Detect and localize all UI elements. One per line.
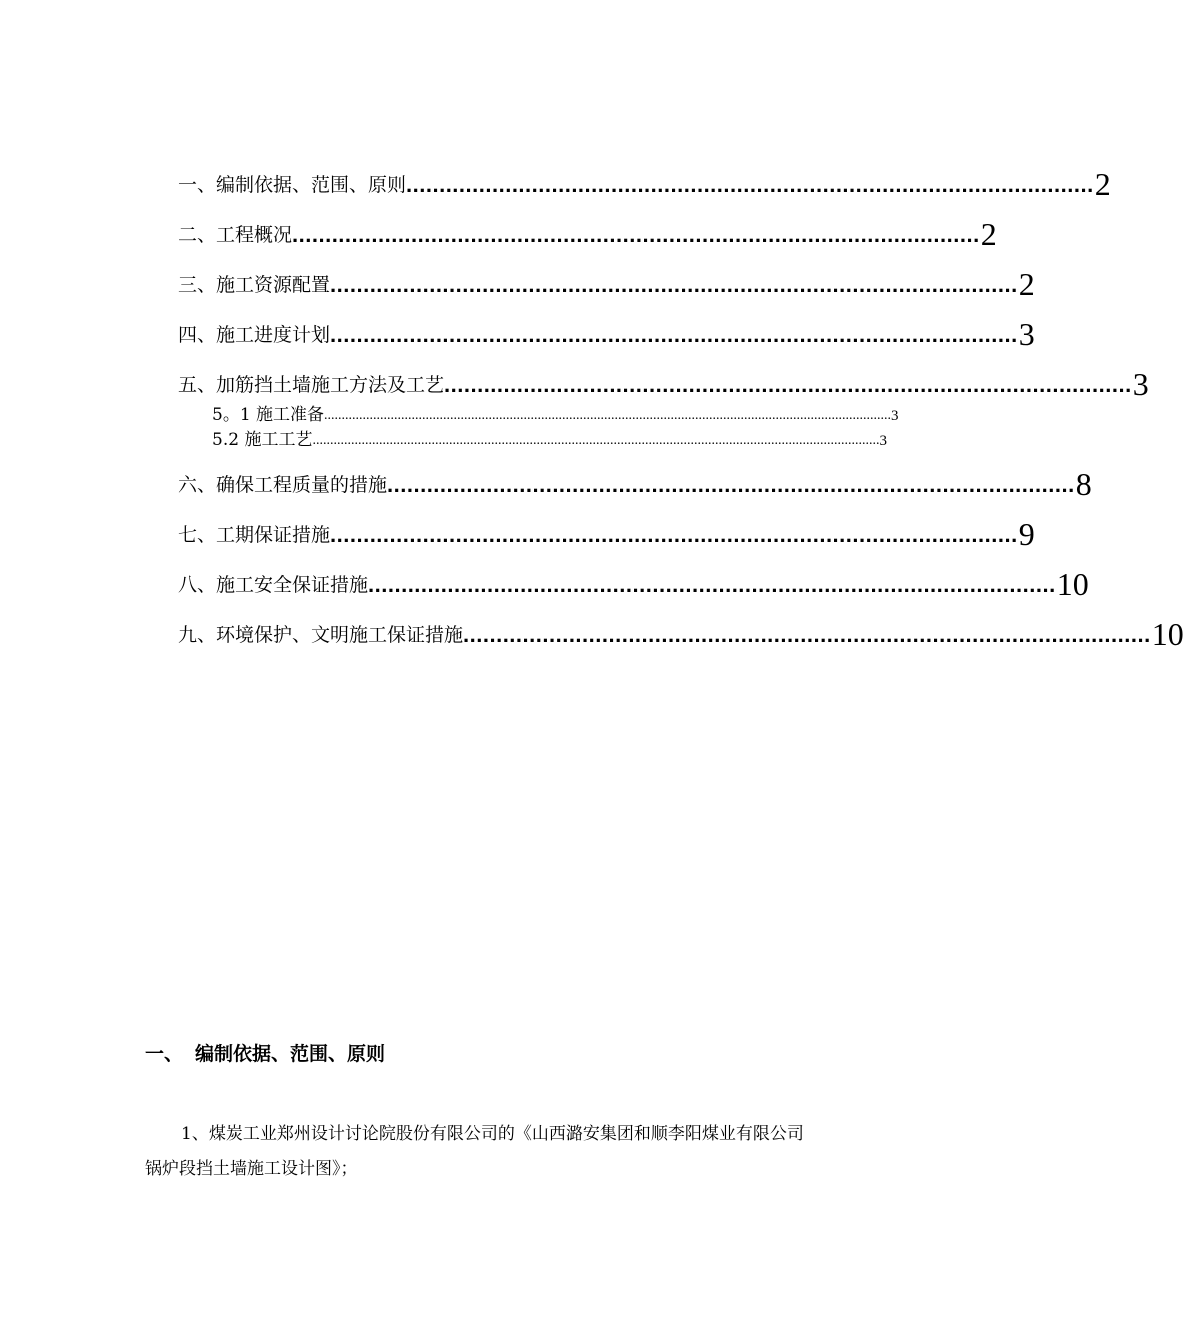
table-of-contents [178,150,1184,652]
toc-subentry-5-1[interactable] [212,400,899,425]
toc-entry-page: 3 [879,433,887,449]
toc-dot-leader: ........................................................................................................ [444,372,1132,397]
toc-entry-page: 10 [1151,616,1184,652]
toc-dot-leader: ........................................................................................................ [330,322,1018,347]
toc-dot-leader: .................................................................................................................................................................. [324,408,892,423]
toc-dot-leader: ........................................................................................................ [406,172,1094,197]
toc-entry-label: 六、确保工程质量的措施 [178,474,388,496]
toc-dot-leader: ........................................................................................................ [330,522,1018,547]
toc-entry-label: 四、施工进度计划 [178,324,331,346]
toc-entry-6[interactable] [178,450,1092,502]
toc-entry-5[interactable] [178,350,1149,402]
body-paragraph: 1、煤炭工业郑州设计讨论院股份有限公司的《山西潞安集团和顺李阳煤业有限公司锅炉段挡土墙施工设计图》； [145,1124,804,1179]
toc-entry-page: 3 [891,408,899,424]
toc-entry-8[interactable] [178,550,1089,602]
toc-entry-3[interactable] [178,250,1035,302]
toc-subentry-5-2[interactable] [212,425,887,450]
toc-entry-page: 3 [1132,366,1149,402]
toc-entry-page: 8 [1075,466,1092,502]
toc-entry-4[interactable] [178,300,1035,352]
toc-entry-page: 9 [1018,516,1035,552]
toc-dot-leader: ........................................................................................................ [330,272,1018,297]
toc-entry-page: 3 [1018,316,1035,352]
section-title: 编制依据、范围、原则 [195,1043,386,1065]
toc-entry-1[interactable] [178,150,1111,202]
toc-dot-leader: ........................................................................................................ [463,622,1151,647]
toc-entry-page: 2 [1018,266,1035,302]
toc-entry-2[interactable] [178,200,997,252]
toc-entry-label: 二、工程概况 [178,224,293,246]
toc-dot-leader: ........................................................................................................ [387,472,1075,497]
toc-entry-label: 五、加筋挡土墙施工方法及工艺 [178,374,445,396]
toc-entry-label: 5。1 施工准备 [212,405,325,425]
toc-entry-9[interactable] [178,600,1184,652]
section-number: 一、 [145,1043,184,1065]
toc-entry-7[interactable] [178,500,1035,552]
toc-entry-label: 一、编制依据、范围、原则 [178,174,407,196]
toc-entry-page: 10 [1056,566,1089,602]
section-heading [145,1040,385,1068]
toc-entry-label: 三、施工资源配置 [178,274,331,296]
toc-entry-label: 八、施工安全保证措施 [178,574,369,596]
toc-dot-leader: ........................................................................................................ [368,572,1056,597]
toc-entry-label: 九、环境保护、文明施工保证措施 [178,624,464,646]
toc-entry-page: 2 [980,216,997,252]
toc-entry-label: 5.2 施工工艺 [212,430,313,450]
toc-dot-leader: .................................................................................................................................................................. [312,433,880,448]
toc-entry-page: 2 [1094,166,1111,202]
toc-entry-label: 七、工期保证措施 [178,524,331,546]
toc-dot-leader: ........................................................................................................ [292,222,980,247]
